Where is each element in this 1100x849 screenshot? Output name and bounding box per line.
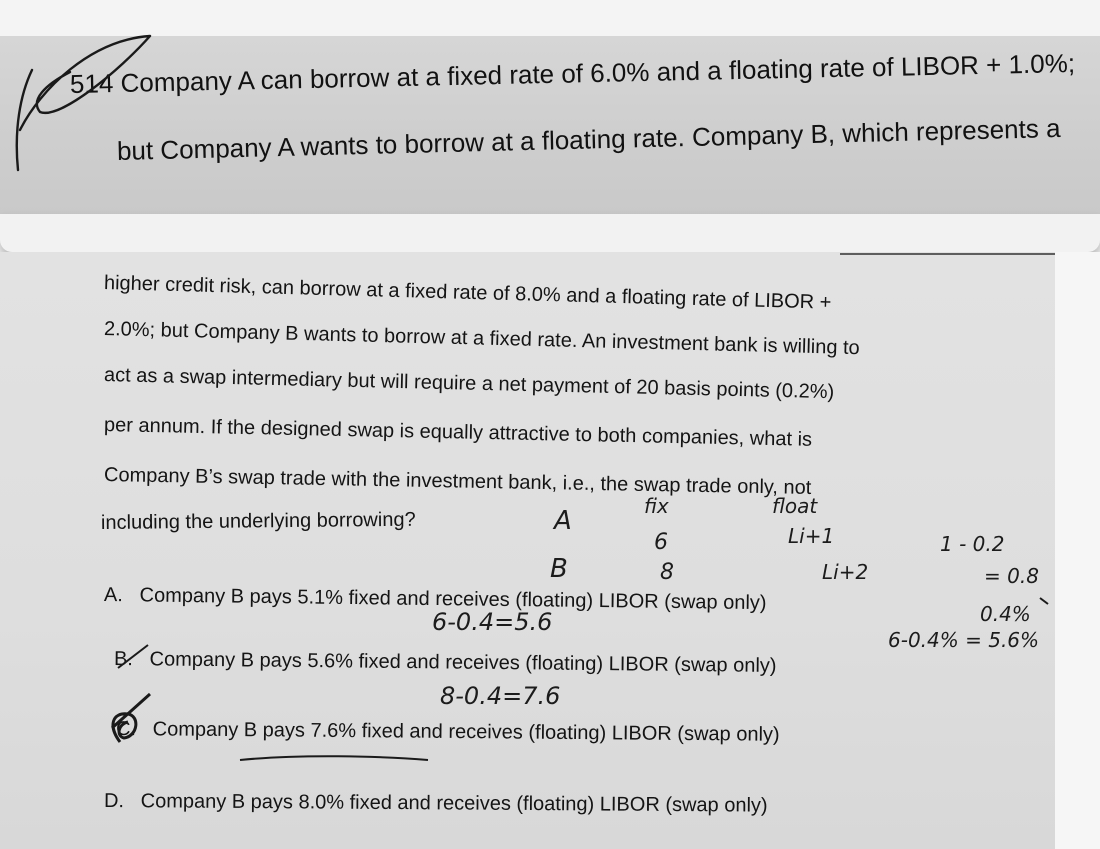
option-letter: C. bbox=[115, 718, 137, 741]
handwriting-a-float: Li+1 bbox=[788, 524, 835, 548]
handwriting-a: A bbox=[554, 506, 572, 536]
option-text: Company B pays 8.0% fixed and receives (floating) LIBOR (swap only) bbox=[140, 790, 768, 817]
question-line-3: higher credit risk, can borrow at a fixed rate of 8.0% and a floating rate of LIBOR + bbox=[103, 272, 832, 314]
question-line-1: 514 Company A can borrow at a fixed rate of 6.0% and a floating rate of LIBOR + 1.0%; bbox=[69, 47, 1076, 99]
handwriting-fix: fix bbox=[644, 494, 669, 518]
option-text: Company B pays 5.6% fixed and receives (floating) LIBOR (swap only) bbox=[149, 648, 777, 677]
option-letter: B. bbox=[113, 648, 134, 671]
handwriting-calc-4: 6-0.4=5.6 bbox=[432, 608, 553, 636]
option-c-underline bbox=[240, 756, 428, 760]
handwriting-a-fix: 6 bbox=[654, 530, 668, 555]
pen-check-mark-icon bbox=[17, 36, 150, 170]
option-letter: A. bbox=[103, 584, 124, 607]
option-text: Company B pays 7.6% fixed and receives (floating) LIBOR (swap only) bbox=[152, 718, 780, 746]
option-c-selected-icon bbox=[112, 694, 150, 742]
handwriting-b-float: Li+2 bbox=[822, 560, 869, 584]
handwriting-calc-3: 0.4% bbox=[980, 602, 1031, 626]
question-line-2: but Company A wants to borrow at a floating rate. Company B, which represents a bbox=[116, 112, 1061, 166]
question-line-4: 2.0%; but Company B wants to borrow at a fixed rate. An investment bank is willing to bbox=[103, 318, 860, 360]
handwriting-float: float bbox=[772, 494, 818, 518]
handwriting-calc-1: 1 - 0.2 bbox=[940, 532, 1005, 556]
question-line-8: including the underlying borrowing? bbox=[100, 508, 416, 534]
option-letter: D. bbox=[103, 790, 125, 813]
handwriting-b: B bbox=[550, 554, 568, 584]
handwriting-calc-2: = 0.8 bbox=[984, 564, 1039, 588]
handwriting-calc-5: 6-0.4% = 5.6% bbox=[888, 628, 1040, 652]
handwriting-b-fix: 8 bbox=[660, 560, 674, 585]
option-text: Company B pays 5.1% fixed and receives (floating) LIBOR (swap only) bbox=[139, 584, 767, 615]
handwriting-calc-6: 8-0.4=7.6 bbox=[440, 682, 561, 710]
option-b-strike-icon bbox=[118, 645, 148, 668]
question-line-7: Company B’s swap trade with the investment bank, i.e., the swap trade only, not bbox=[103, 464, 812, 499]
question-line-6: per annum. If the designed swap is equally attractive to both companies, what is bbox=[103, 414, 813, 451]
question-line-5: act as a swap intermediary but will require a net payment of 20 basis points (0.2%) bbox=[103, 364, 835, 404]
